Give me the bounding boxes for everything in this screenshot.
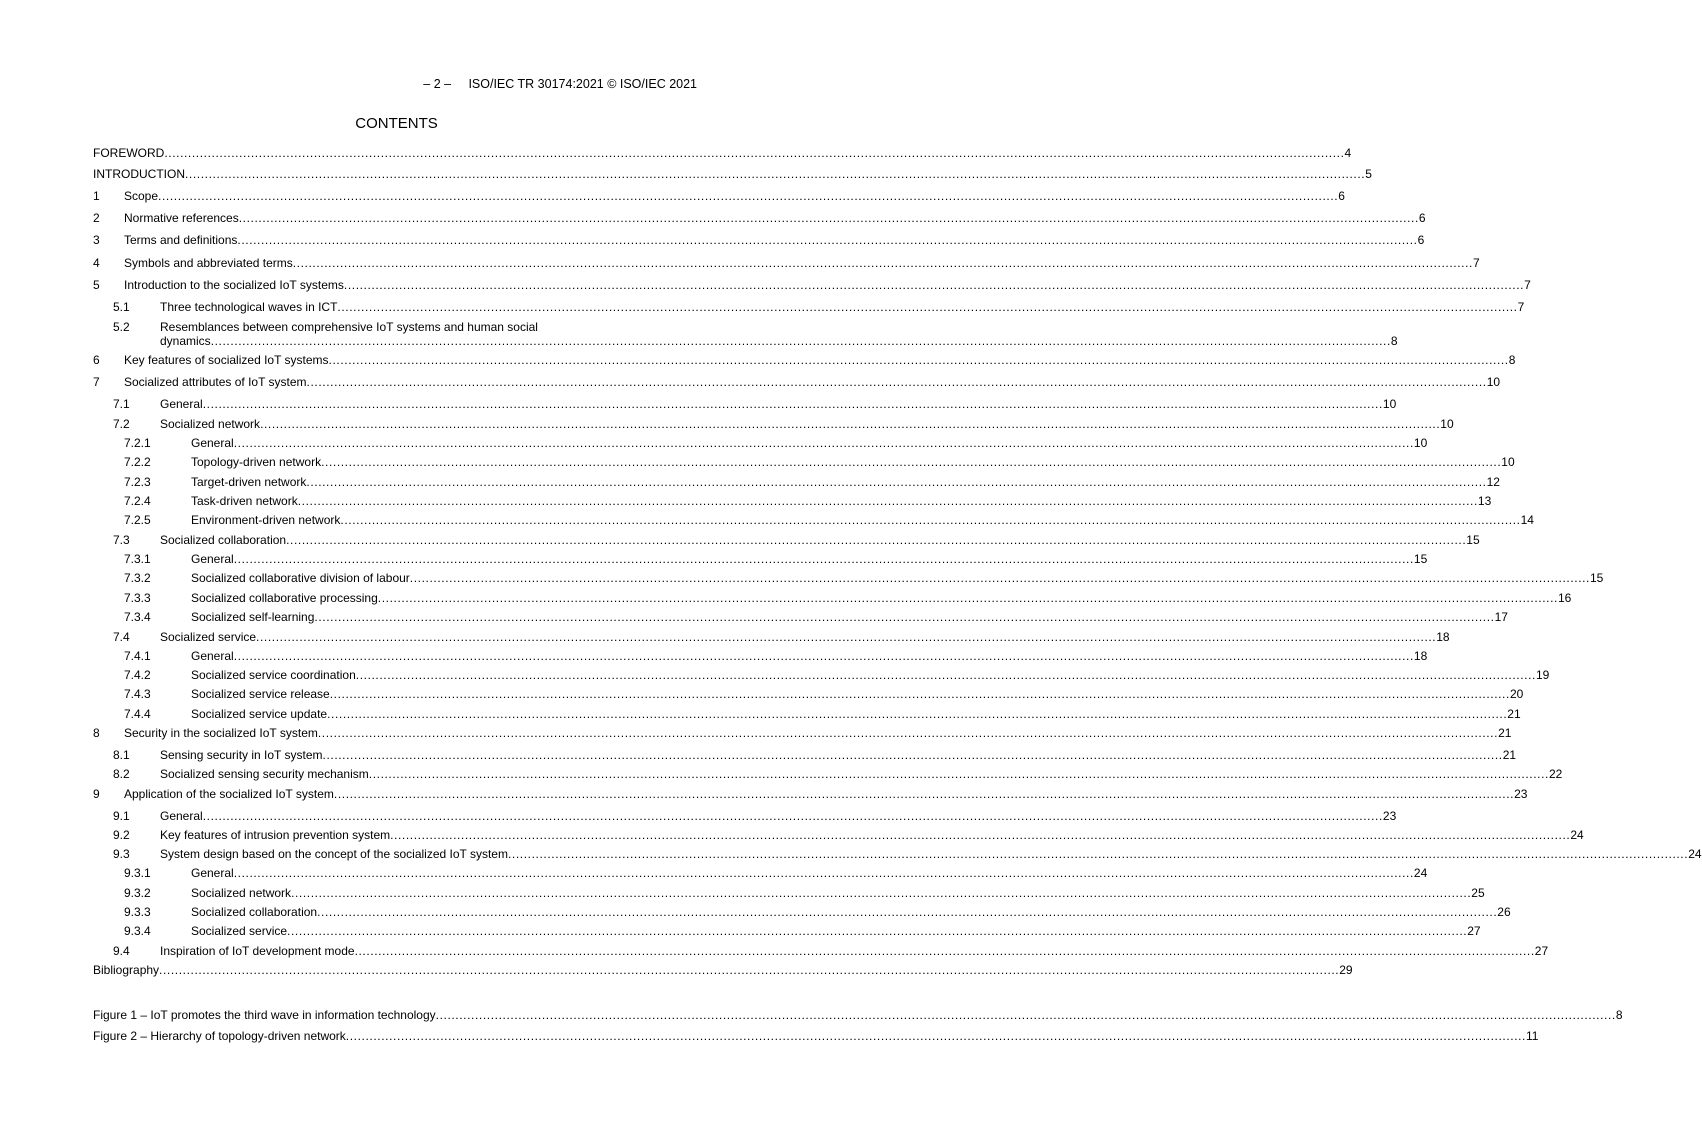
dot-leader: ............................................................................................................................................................................................................................................................................................................ <box>377 591 1558 605</box>
page-ref: 24 <box>1688 847 1702 861</box>
toc-entry[interactable] <box>93 188 1345 204</box>
dot-leader: ............................................................................................................................................................................................................................................................................................................ <box>317 905 1498 919</box>
section-title: FOREWORD <box>93 146 165 160</box>
toc-entry[interactable] <box>93 145 1352 161</box>
toc-entry[interactable] <box>93 904 1511 920</box>
section-number: 8.1 <box>113 748 130 762</box>
section-number: 7.2.1 <box>124 436 151 450</box>
page-ref: 23 <box>1514 787 1528 801</box>
page-ref: 27 <box>1467 924 1481 938</box>
dot-leader: ............................................................................................................................................................................................................................................................................................................ <box>233 552 1414 566</box>
section-title: General <box>191 866 234 880</box>
section-number: 9.2 <box>113 828 130 842</box>
section-number: 9.4 <box>113 944 130 958</box>
page-ref: 29 <box>1339 963 1353 977</box>
toc-entry[interactable] <box>93 747 1517 763</box>
dot-leader: ............................................................................................................................................................................................................................................................................................................ <box>327 707 1508 721</box>
page-ref: 22 <box>1548 767 1563 781</box>
toc-entry[interactable] <box>93 232 1425 248</box>
section-title: Symbols and abbreviated terms <box>124 256 293 270</box>
section-title: General <box>160 809 203 823</box>
section-number: 7.4 <box>113 630 130 644</box>
section-number: 1 <box>93 189 100 203</box>
section-title: General <box>191 552 234 566</box>
toc-entry[interactable] <box>93 686 1524 702</box>
page-ref: 20 <box>1509 687 1524 701</box>
section-number: 9.3 <box>113 847 130 861</box>
page-ref: 10 <box>1486 375 1501 389</box>
toc-entry[interactable] <box>93 352 1516 368</box>
section-number: 2 <box>93 211 100 225</box>
page-ref: 17 <box>1494 610 1508 624</box>
page-ref: 18 <box>1436 630 1450 644</box>
dot-leader: ............................................................................................................................................................................................................................................................................................................ <box>158 189 1339 203</box>
toc-entry[interactable] <box>93 590 1572 606</box>
toc-entry[interactable] <box>93 962 1353 978</box>
section-number: 7.2.3 <box>124 475 151 489</box>
dot-leader: ............................................................................................................................................................................................................................................................................................................ <box>185 167 1366 181</box>
toc-entry[interactable] <box>93 629 1450 645</box>
dot-leader: ............................................................................................................................................................................................................................................................................................................ <box>287 924 1468 938</box>
toc-entry[interactable] <box>93 166 1372 182</box>
section-title: Three technological waves in ICT <box>160 300 338 314</box>
dot-leader: ............................................................................................................................................................................................................................................................................................................ <box>322 748 1503 762</box>
toc-entry[interactable] <box>93 865 1428 881</box>
page-number: – 2 – <box>423 77 452 91</box>
section-title: Socialized service <box>160 630 257 644</box>
section-title: Key features of intrusion prevention system <box>160 828 391 842</box>
dot-leader: ............................................................................................................................................................................................................................................................................................................ <box>233 436 1414 450</box>
page-ref: 10 <box>1440 417 1454 431</box>
section-title: Socialized collaboration <box>160 533 287 547</box>
page-ref: 7 <box>1517 300 1525 314</box>
dot-leader: ............................................................................................................................................................................................................................................................................................................ <box>329 687 1510 701</box>
section-number: 7.3 <box>113 533 130 547</box>
section-title-continued: dynamics <box>160 334 211 348</box>
page-ref: 23 <box>1382 809 1397 823</box>
dot-leader: ............................................................................................................................................................................................................................................................................................................ <box>260 417 1441 431</box>
toc-entry[interactable] <box>93 885 1485 901</box>
dot-leader: ............................................................................................................................................................................................................................................................................................................ <box>306 375 1487 389</box>
page-ref: 24 <box>1413 866 1428 880</box>
section-title: Environment-driven network <box>191 513 341 527</box>
section-title: System design based on the concept of the socialized IoT system <box>160 847 508 861</box>
toc-entry-continued[interactable] <box>93 333 1398 349</box>
section-title: Normative references <box>124 211 239 225</box>
section-title: Figure 1 – IoT promotes the third wave in information technology <box>93 1008 436 1022</box>
page-ref: 6 <box>1338 189 1345 203</box>
section-title: Socialized service coordination <box>191 668 356 682</box>
section-title: INTRODUCTION <box>93 167 185 181</box>
toc-entry[interactable] <box>93 551 1428 567</box>
page-ref: 8 <box>1390 334 1398 348</box>
toc-entry[interactable] <box>93 474 1500 490</box>
section-title: Socialized attributes of IoT system <box>124 375 307 389</box>
dot-leader: ............................................................................................................................................................................................................................................................................................................ <box>306 475 1487 489</box>
dot-leader: ............................................................................................................................................................................................................................................................................................................ <box>237 233 1418 247</box>
section-number: 9.3.2 <box>124 886 151 900</box>
section-title: Socialized network <box>191 886 292 900</box>
section-title: Security in the socialized IoT system <box>124 726 318 740</box>
document-id: ISO/IEC TR 30174:2021 © ISO/IEC 2021 <box>468 77 697 91</box>
toc-entry[interactable] <box>93 766 1563 782</box>
toc-entry[interactable] <box>93 255 1480 271</box>
section-title: Figure 2 – Hierarchy of topology-driven network <box>93 1029 346 1043</box>
toc-entry[interactable] <box>93 396 1397 412</box>
page-ref: 18 <box>1413 649 1428 663</box>
section-title: Socialized self-learning <box>191 610 315 624</box>
running-header <box>423 77 697 91</box>
dot-leader: ............................................................................................................................................................................................................................................................................................................ <box>328 353 1509 367</box>
page-ref: 7 <box>1472 256 1480 270</box>
page-ref: 21 <box>1507 707 1521 721</box>
dot-leader: ............................................................................................................................................................................................................................................................................................................ <box>233 649 1414 663</box>
page-ref: 13 <box>1477 494 1492 508</box>
section-title: Resemblances between comprehensive IoT systems and human social <box>160 320 538 334</box>
section-title: Socialized collaboration <box>191 905 318 919</box>
dot-leader: ............................................................................................................................................................................................................................................................................................................ <box>317 726 1499 740</box>
page-ref: 4 <box>1344 146 1352 160</box>
page-ref: 14 <box>1520 513 1534 527</box>
section-number: 8.2 <box>113 767 130 781</box>
page-ref: 15 <box>1413 552 1428 566</box>
toc-entry[interactable] <box>93 493 1492 509</box>
section-title: Target-driven network <box>191 475 307 489</box>
section-title: General <box>160 397 203 411</box>
page-ref: 10 <box>1382 397 1397 411</box>
section-title: Socialized service update <box>191 707 328 721</box>
page-title: CONTENTS <box>355 115 438 132</box>
dot-leader: ............................................................................................................................................................................................................................................................................................................ <box>314 610 1495 624</box>
section-title: Topology-driven network <box>191 455 322 469</box>
section-number: 7 <box>93 375 100 389</box>
section-number: 5 <box>93 278 100 292</box>
section-number: 4 <box>93 256 100 270</box>
section-number: 7.4.1 <box>124 649 151 663</box>
toc-entry[interactable] <box>93 210 1426 226</box>
dot-leader: ............................................................................................................................................................................................................................................................................................................ <box>233 866 1414 880</box>
page-ref: 7 <box>1524 278 1531 292</box>
page-ref: 12 <box>1486 475 1500 489</box>
dot-leader: ............................................................................................................................................................................................................................................................................................................ <box>292 256 1473 270</box>
dot-leader: ............................................................................................................................................................................................................................................................................................................ <box>345 1029 1526 1043</box>
dot-leader: ............................................................................................................................................................................................................................................................................................................ <box>337 300 1518 314</box>
section-number: 7.2.5 <box>124 513 151 527</box>
page-ref: 8 <box>1508 353 1516 367</box>
toc-entry[interactable] <box>93 512 1534 528</box>
section-number: 7.4.3 <box>124 687 151 701</box>
dot-leader: ............................................................................................................................................................................................................................................................................................................ <box>435 1008 1616 1022</box>
section-title: Socialized collaborative processing <box>191 591 378 605</box>
section-title: Socialized service <box>191 924 288 938</box>
section-number: 5.1 <box>113 300 130 314</box>
section-title: Socialized sensing security mechanism <box>160 767 369 781</box>
section-number: 7.2.4 <box>124 494 151 508</box>
section-number: 3 <box>93 233 100 247</box>
toc-entry[interactable] <box>93 1007 1623 1023</box>
dot-leader: ............................................................................................................................................................................................................................................................................................................ <box>202 397 1383 411</box>
toc-entry[interactable] <box>93 827 1584 843</box>
dot-leader: ............................................................................................................................................................................................................................................................................................................ <box>238 211 1419 225</box>
dot-leader: ............................................................................................................................................................................................................................................................................................................ <box>291 886 1472 900</box>
dot-leader: ............................................................................................................................................................................................................................................................................................................ <box>164 146 1345 160</box>
section-number: 9.3.4 <box>124 924 151 938</box>
section-title: Socialized network <box>160 417 261 431</box>
toc-entry[interactable] <box>93 725 1512 741</box>
toc-entry[interactable] <box>93 786 1528 802</box>
page-ref: 21 <box>1498 726 1512 740</box>
dot-leader: ............................................................................................................................................................................................................................................................................................................ <box>368 767 1549 781</box>
dot-leader: ............................................................................................................................................................................................................................................................................................................ <box>202 809 1383 823</box>
page-ref: 11 <box>1526 1029 1539 1043</box>
page-ref: 5 <box>1365 167 1372 181</box>
section-title: Inspiration of IoT development mode <box>160 944 355 958</box>
toc-entry[interactable] <box>93 667 1550 683</box>
section-title: General <box>191 436 234 450</box>
dot-leader: ............................................................................................................................................................................................................................................................................................................ <box>355 668 1536 682</box>
section-number: 7.3.2 <box>124 571 151 585</box>
toc-entry[interactable] <box>93 532 1480 548</box>
page-ref: 27 <box>1534 944 1549 958</box>
page-ref: 6 <box>1418 211 1426 225</box>
section-title: General <box>191 649 234 663</box>
page-ref: 25 <box>1471 886 1485 900</box>
toc-entry[interactable] <box>93 374 1501 390</box>
section-number: 5.2 <box>113 320 130 334</box>
toc-entry[interactable] <box>93 706 1521 722</box>
page-ref: 10 <box>1413 436 1428 450</box>
toc-entry[interactable] <box>93 609 1508 625</box>
section-title: Scope <box>124 189 159 203</box>
toc-entry[interactable] <box>93 277 1531 293</box>
section-title: Application of the socialized IoT system <box>124 787 334 801</box>
section-title: Key features of socialized IoT systems <box>124 353 329 367</box>
toc-entry[interactable] <box>93 943 1549 959</box>
section-number: 7.3.1 <box>124 552 151 566</box>
section-title: Socialized collaborative division of labour <box>191 571 410 585</box>
section-number: 9.3.3 <box>124 905 151 919</box>
section-number: 7.4.4 <box>124 707 151 721</box>
dot-leader: ............................................................................................................................................................................................................................................................................................................ <box>343 278 1525 292</box>
toc-entry[interactable] <box>93 846 1702 862</box>
toc-entry[interactable] <box>93 435 1428 451</box>
toc-entry[interactable] <box>93 416 1454 432</box>
toc-entry[interactable] <box>93 808 1397 824</box>
page-ref: 15 <box>1466 533 1480 547</box>
page-ref: 26 <box>1497 905 1511 919</box>
dot-leader: ............................................................................................................................................................................................................................................................................................................ <box>159 963 1340 977</box>
dot-leader: ............................................................................................................................................................................................................................................................................................................ <box>333 787 1515 801</box>
page-ref: 6 <box>1417 233 1425 247</box>
section-number: 9.3.1 <box>124 866 151 880</box>
dot-leader: ............................................................................................................................................................................................................................................................................................................ <box>256 630 1437 644</box>
dot-leader: ............................................................................................................................................................................................................................................................................................................ <box>321 455 1502 469</box>
section-title: Sensing security in IoT system <box>160 748 323 762</box>
page-ref: 15 <box>1590 571 1604 585</box>
page-ref: 24 <box>1570 828 1584 842</box>
page-ref: 10 <box>1501 455 1515 469</box>
section-title: Terms and definitions <box>124 233 238 247</box>
section-title: Bibliography <box>93 963 160 977</box>
dot-leader: ............................................................................................................................................................................................................................................................................................................ <box>507 847 1689 861</box>
section-number: 9.1 <box>113 809 130 823</box>
page-ref: 8 <box>1615 1008 1623 1022</box>
toc-entry[interactable] <box>93 299 1525 315</box>
section-number: 7.3.4 <box>124 610 151 624</box>
page-ref: 16 <box>1557 591 1572 605</box>
toc-entry[interactable] <box>93 1028 1539 1044</box>
section-number: 8 <box>93 726 100 740</box>
section-number: 7.1 <box>113 397 130 411</box>
dot-leader: ............................................................................................................................................................................................................................................................................................................ <box>340 513 1521 527</box>
toc-entry[interactable] <box>93 454 1515 470</box>
toc-entry[interactable] <box>93 923 1481 939</box>
dot-leader: ............................................................................................................................................................................................................................................................................................................ <box>286 533 1467 547</box>
dot-leader: ............................................................................................................................................................................................................................................................................................................ <box>210 334 1391 348</box>
section-number: 7.3.3 <box>124 591 151 605</box>
dot-leader: ............................................................................................................................................................................................................................................................................................................ <box>297 494 1478 508</box>
toc-entry[interactable] <box>93 648 1428 664</box>
dot-leader: ............................................................................................................................................................................................................................................................................................................ <box>390 828 1571 842</box>
section-number: 7.2 <box>113 417 130 431</box>
section-title: Socialized service release <box>191 687 330 701</box>
dot-leader: ............................................................................................................................................................................................................................................................................................................ <box>409 571 1590 585</box>
section-number: 7.4.2 <box>124 668 151 682</box>
page-ref: 19 <box>1535 668 1550 682</box>
section-number: 7.2.2 <box>124 455 151 469</box>
section-title: Task-driven network <box>191 494 298 508</box>
section-number: 6 <box>93 353 100 367</box>
toc-entry[interactable] <box>93 570 1604 586</box>
page-ref: 21 <box>1502 748 1517 762</box>
section-title: Introduction to the socialized IoT systems <box>124 278 344 292</box>
dot-leader: ............................................................................................................................................................................................................................................................................................................ <box>354 944 1535 958</box>
section-number: 9 <box>93 787 100 801</box>
